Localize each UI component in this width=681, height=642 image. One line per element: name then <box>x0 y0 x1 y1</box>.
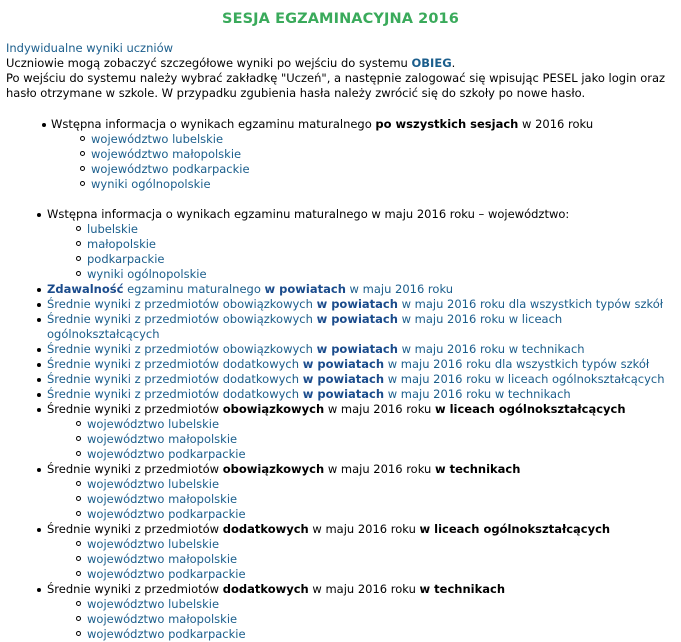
list-item <box>76 432 675 447</box>
section1-link-lubelskie[interactable]: województwo lubelskie <box>91 132 224 146</box>
list-item <box>76 612 675 627</box>
link-text: egzaminu maturalnego <box>123 282 265 296</box>
section1-text <box>51 117 593 131</box>
link-text: w maju 2016 roku <box>345 282 454 296</box>
list-item <box>76 507 675 522</box>
link-text: w maju 2016 roku dla wszystkich typów szkół <box>384 357 650 371</box>
list-item <box>76 477 675 492</box>
group-1-link-podkarpackie[interactable]: województwo podkarpackie <box>87 447 246 461</box>
intro-line-2: Po wejściu do systemu należy wybrać zakładkę "Uczeń", a następnie zalogować się wpisując PESEL jako login oraz hasło otrzymane w szkole. W przypadku zgubienia hasła należy zwrócić się do szkoły po nowe hasło. <box>6 71 666 100</box>
link-bold: w powiatach <box>302 387 385 401</box>
group-text: w maju 2016 roku <box>324 402 435 416</box>
group-2-link-malopolskie[interactable]: województwo małopolskie <box>87 492 238 506</box>
obieg-link[interactable]: OBIEG <box>411 56 452 70</box>
list-item <box>76 252 675 267</box>
additional-technical-link[interactable] <box>47 387 571 401</box>
list-item <box>80 162 675 177</box>
list-item-group-3 <box>36 522 675 582</box>
group-3-link-lubelskie[interactable]: województwo lubelskie <box>87 537 220 551</box>
group-4-heading <box>47 582 505 596</box>
list-item <box>76 492 675 507</box>
link-bold: w powiatach <box>302 372 385 386</box>
section1-pre: Wstępna informacja o wynikach egzaminu maturalnego <box>51 117 376 131</box>
list-item <box>76 627 675 642</box>
group-bold: w liceach ogólnokształcących <box>434 402 626 416</box>
list-item-section1 <box>36 117 675 207</box>
section1-link-podkarpackie[interactable]: województwo podkarpackie <box>91 162 250 176</box>
intro-line-1-text: Uczniowie mogą zobaczyć szczegółowe wyniki po wejściu do systemu <box>6 56 412 70</box>
list-item <box>76 222 675 237</box>
section1-sublist <box>51 132 675 192</box>
list-item <box>76 597 675 612</box>
link-text: w maju 2016 roku w liceach ogólnokształcących <box>384 372 665 386</box>
pass-rate-bold: Zdawalność <box>47 282 124 296</box>
group-bold: dodatkowych <box>222 582 309 596</box>
group-3-heading <box>47 522 610 536</box>
mandatory-technical-link[interactable] <box>47 342 585 356</box>
section2-link-lubelskie[interactable]: lubelskie <box>87 222 138 236</box>
list-item <box>76 537 675 552</box>
section1-link-malopolskie[interactable]: województwo małopolskie <box>91 147 242 161</box>
list-item <box>76 267 675 282</box>
link-text: Średnie wyniki z przedmiotów dodatkowych <box>47 372 303 386</box>
list-item-link-3 <box>36 342 675 357</box>
group-bold: w technikach <box>434 462 521 476</box>
group-3-link-malopolskie[interactable]: województwo małopolskie <box>87 552 238 566</box>
group-bold: w technikach <box>419 582 506 596</box>
group-text: w maju 2016 roku <box>308 522 420 536</box>
list-item <box>76 567 675 582</box>
group-2-link-lubelskie[interactable]: województwo lubelskie <box>87 477 220 491</box>
group-2-heading <box>47 462 520 476</box>
link-bold: w powiatach <box>316 342 398 356</box>
section1-post: w 2016 roku <box>518 117 594 131</box>
group-4-link-malopolskie[interactable]: województwo małopolskie <box>87 612 238 626</box>
group-1-heading <box>47 402 626 416</box>
group-text: w maju 2016 roku <box>308 582 420 596</box>
group-bold: w liceach ogólnokształcących <box>419 522 611 536</box>
group-bold: obowiązkowych <box>222 462 325 476</box>
additional-high-schools-link[interactable] <box>47 372 665 386</box>
group-text: Średnie wyniki z przedmiotów <box>47 522 223 536</box>
link-bold: w powiatach <box>264 282 346 296</box>
group-bold: dodatkowych <box>222 522 309 536</box>
mandatory-high-schools-link[interactable] <box>47 312 562 341</box>
link-text: w maju 2016 roku w liceach ogólnokształcących <box>47 312 563 341</box>
section2-link-podkarpackie[interactable]: podkarpackie <box>87 252 165 266</box>
list-item-link-5 <box>36 372 675 387</box>
link-bold: w powiatach <box>316 312 398 326</box>
group-3-link-podkarpackie[interactable]: województwo podkarpackie <box>87 567 246 581</box>
link-text: w maju 2016 roku w technikach <box>384 387 571 401</box>
link-text: w maju 2016 roku dla wszystkich typów szkół <box>397 297 664 311</box>
link-text: Średnie wyniki z przedmiotów obowiązkowych <box>47 342 317 356</box>
list-item <box>76 552 675 567</box>
link-text: Średnie wyniki z przedmiotów obowiązkowych <box>47 297 317 311</box>
list-item <box>76 237 675 252</box>
mandatory-all-schools-link[interactable] <box>47 297 663 311</box>
list-item-link-1 <box>36 297 675 312</box>
list-item-link-2 <box>36 312 675 342</box>
group-1-sublist <box>47 417 675 462</box>
section2-text: Wstępna informacja o wynikach egzaminu maturalnego w maju 2016 roku – województwo: <box>47 207 570 221</box>
group-text: Średnie wyniki z przedmiotów <box>47 462 223 476</box>
intro-line-1-end: . <box>451 56 456 70</box>
section1-bold: po wszystkich sesjach <box>375 117 519 131</box>
group-4-link-lubelskie[interactable]: województwo lubelskie <box>87 597 220 611</box>
section2-link-ogolnopolskie[interactable]: wyniki ogólnopolskie <box>87 267 207 281</box>
group-text: w maju 2016 roku <box>324 462 435 476</box>
list-item <box>80 177 675 192</box>
link-text: Średnie wyniki z przedmiotów dodatkowych <box>47 357 303 371</box>
list-item-group-2 <box>36 462 675 522</box>
list-item-section2 <box>36 207 675 282</box>
group-3-sublist <box>47 537 675 582</box>
list-item-group-1 <box>36 402 675 462</box>
list-item <box>80 132 675 147</box>
list-item-pass-rate <box>36 282 675 297</box>
intro-line-1 <box>6 56 675 71</box>
list-item <box>76 447 675 462</box>
list-item-link-6 <box>36 387 675 402</box>
group-4-sublist <box>47 597 675 642</box>
additional-all-schools-link[interactable] <box>47 357 649 371</box>
group-2-link-podkarpackie[interactable]: województwo podkarpackie <box>87 507 246 521</box>
group-text: Średnie wyniki z przedmiotów <box>47 582 223 596</box>
link-bold: w powiatach <box>302 357 385 371</box>
intro-block <box>6 41 675 101</box>
list-item-group-4 <box>36 582 675 642</box>
group-4-link-podkarpackie[interactable]: województwo podkarpackie <box>87 627 246 641</box>
list-item-link-4 <box>36 357 675 372</box>
section1-link-ogolnopolskie[interactable]: wyniki ogólnopolskie <box>91 177 211 191</box>
group-2-sublist <box>47 477 675 522</box>
group-text: Średnie wyniki z przedmiotów <box>47 402 223 416</box>
pass-rate-link[interactable] <box>47 282 453 296</box>
link-text: Średnie wyniki z przedmiotów dodatkowych <box>47 387 303 401</box>
list-item <box>80 147 675 162</box>
group-bold: obowiązkowych <box>222 402 325 416</box>
section2-link-malopolskie[interactable]: małopolskie <box>87 237 157 251</box>
link-bold: w powiatach <box>316 297 398 311</box>
page-title: SESJA EGZAMINACYJNA 2016 <box>222 11 459 27</box>
link-text: w maju 2016 roku w technikach <box>397 342 585 356</box>
list-item <box>76 417 675 432</box>
group-1-link-malopolskie[interactable]: województwo małopolskie <box>87 432 238 446</box>
link-text: Średnie wyniki z przedmiotów obowiązkowych <box>47 312 317 326</box>
group-1-link-lubelskie[interactable]: województwo lubelskie <box>87 417 220 431</box>
individual-results-link[interactable]: Indywidualne wyniki uczniów <box>6 41 174 55</box>
results-list <box>6 117 675 642</box>
section2-sublist <box>47 222 675 282</box>
